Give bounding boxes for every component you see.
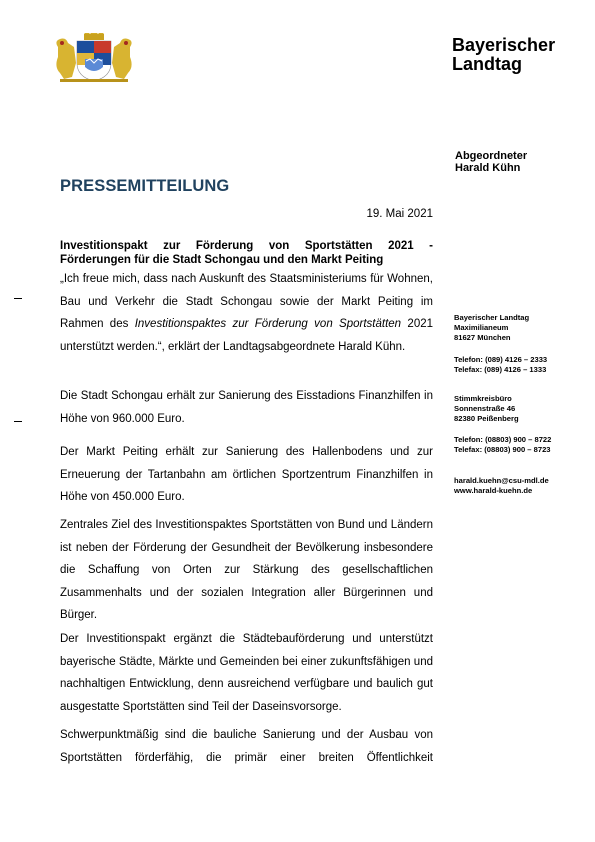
document-title: PRESSEMITTEILUNG — [60, 177, 230, 195]
online-contact — [454, 476, 549, 496]
phone-number: Telefon: (089) 4126 – 2333 — [454, 355, 548, 364]
paragraph-1-text-b: 2021 unterstützt werden.“, erklärt der Landtagsabgeordnete Harald Kühn. — [60, 318, 434, 353]
paragraph-1 — [60, 268, 433, 358]
website-link[interactable]: www.harald-kuehn.de — [454, 486, 533, 495]
headline: Investitionspakt zur Förderung von Sportstätten 2021 - Förderungen für die Stadt Schongau und den Markt Peiting — [60, 240, 433, 266]
member-title: Abgeordneter — [455, 150, 528, 162]
email-link[interactable]: harald.kuehn@csu-mdl.de — [454, 476, 549, 485]
office-district-contact — [454, 435, 551, 455]
fold-mark — [14, 421, 22, 422]
paragraph-1-text-a: „Ich freue mich, dass nach Auskunft des Staatsministeriums für Wohnen, Bau und Verkehr die Stadt Schongau sowie der Markt Peiting im Rahmen des — [60, 273, 433, 330]
paragraph-2: Die Stadt Schongau erhält zur Sanierung des Eisstadions Finanzhilfen in Höhe von 960.000 Euro. — [60, 390, 433, 425]
office-district-address — [454, 394, 519, 424]
paragraph-5: Der Investitionspakt ergänzt die Städtebauförderung und unterstützt bayerische Städte, Märkte und Gemeinden bei einer zukunftsfähigen und nachhaltigen Entwicklung, denn ausreichend verfügbare und baulich gut ausgestatte Sportstätten sind Teil der Daseinsvorsorge. — [60, 633, 433, 713]
paragraph-4: Zentrales Ziel des Investitionspaktes Sportstätten von Bund und Ländern ist neben der Förderung der Gesundheit der Bevölkerung insbesondere die Schaffung von Orten zur Stärkung des gesellschaftlichen Zusammenhalts und der sozialen Integration aller Bürgerinnen und Bürger. — [60, 519, 433, 621]
address-line: 81627 München — [454, 333, 511, 342]
address-line: Sonnenstraße 46 — [454, 404, 516, 413]
organization-name — [452, 36, 555, 74]
address-line: Bayerischer Landtag — [454, 313, 530, 322]
fold-mark — [14, 298, 22, 299]
org-line-1: Bayerischer — [452, 35, 556, 55]
document-date: 19. Mai 2021 — [366, 208, 433, 220]
phone-number: Telefon: (08803) 900 – 8722 — [454, 435, 552, 444]
member-name — [455, 150, 527, 174]
bavarian-coat-of-arms-logo — [50, 33, 138, 83]
office-landtag-address — [454, 313, 529, 343]
address-line: Stimmkreisbüro — [454, 394, 512, 403]
fax-number: Telefax: (089) 4126 – 1333 — [454, 365, 547, 374]
member-full-name: Harald Kühn — [455, 162, 521, 174]
office-landtag-contact — [454, 355, 547, 375]
paragraph-1-italic: Investitionspaktes zur Förderung von Sportstätten — [134, 318, 402, 330]
paragraph-6: Schwerpunktmäßig sind die bauliche Sanierung und der Ausbau von Sportstätten förderfähig, die primär einer breiten Öffentlichkeit — [60, 729, 433, 764]
org-line-2: Landtag — [452, 54, 522, 74]
paragraph-3: Der Markt Peiting erhält zur Sanierung des Hallenbodens und zur Erneuerung der Tartanbahn am örtlichen Sportzentrum Finanzhilfen in Höhe von 450.000 Euro. — [60, 446, 433, 503]
address-line: 82380 Peißenberg — [454, 414, 519, 423]
fax-number: Telefax: (08803) 900 – 8723 — [454, 445, 551, 454]
address-line: Maximilianeum — [454, 323, 509, 332]
